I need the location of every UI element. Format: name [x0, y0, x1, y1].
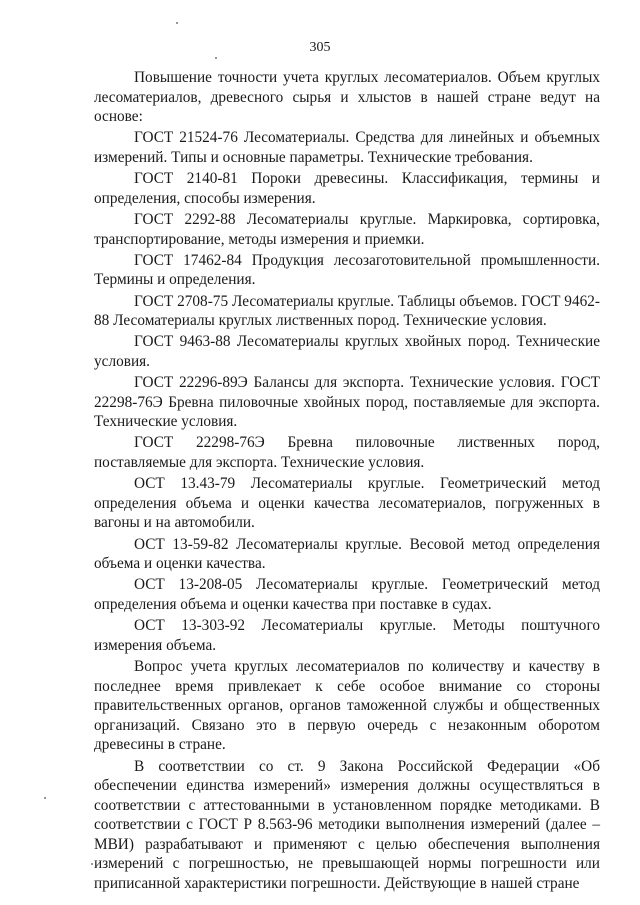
- paragraph: ГОСТ 22296-89Э Балансы для экспорта. Технические условия. ГОСТ 22298-76Э Бревна пиловочные хвойных пород, поставляемые для экспорта. Технические условия.: [94, 374, 600, 431]
- scan-speck: [91, 863, 93, 865]
- scan-speck: [44, 797, 46, 799]
- scan-speck: [176, 22, 178, 24]
- page-body: [94, 68, 600, 894]
- paragraph: ГОСТ 22298-76Э Бревна пиловочные лиственных пород, поставляемые для экспорта. Технические условия.: [94, 434, 600, 472]
- paragraph: Повышение точности учета круглых лесоматериалов. Объем круглых лесоматериалов, древесного сырья и хлыстов в нашей стране ведут на основе:: [94, 69, 600, 126]
- paragraph: В соответствии со ст. 9 Закона Российской Федерации «Об обеспечении единства измерений» измерения должны осуществляться в соответствии с аттестованными в установленном порядке методиками. В соответствии с ГОСТ Р 8.563-96 методики выполнения измерений (далее – МВИ) разрабатывают и применяют с целью обеспечения выполнения измерений с погрешностью, не превышающей нормы погрешности или приписанной характеристики погрешности. Действующие в нашей стране: [94, 757, 600, 893]
- paragraph: ГОСТ 17462-84 Продукция лесозаготовительной промышленности. Термины и определения.: [94, 251, 600, 289]
- paragraph: ОСТ 13-208-05 Лесоматериалы круглые. Геометрический метод определения объема и оценки качества при поставке в судах.: [94, 576, 600, 613]
- paragraph: ГОСТ 2708-75 Лесоматериалы круглые. Таблицы объемов. ГОСТ 9462-88 Лесоматериалы круглых лиственных пород. Технические условия.: [94, 292, 600, 330]
- paragraph: ГОСТ 9463-88 Лесоматериалы круглых хвойных пород. Технические условия.: [94, 333, 600, 370]
- paragraph: ГОСТ 21524-76 Лесоматериалы. Средства для линейных и объемных измерений. Типы и основные параметры. Технические требования.: [94, 129, 600, 166]
- page-number: 305: [309, 40, 331, 55]
- paragraph: Вопрос учета круглых лесоматериалов по количеству и качеству в последнее время привлекает к себе особое внимание со стороны правительственных органов, органов таможенной службы и общественных организаций. Связано это в первую очередь с незаконным оборотом древесины в стране.: [94, 657, 600, 754]
- paragraph: ОСТ 13-59-82 Лесоматериалы круглые. Весовой метод определения объема и оценки качества.: [94, 535, 600, 573]
- scan-speck: [215, 57, 217, 59]
- paragraph: ГОСТ 2140-81 Пороки древесины. Классификация, термины и определения, способы измерения.: [94, 170, 600, 207]
- paragraph: ГОСТ 2292-88 Лесоматериалы круглые. Маркировка, сортировка, транспортирование, методы измерения и приемки.: [94, 210, 600, 248]
- paragraph: ОСТ 13-303-92 Лесоматериалы круглые. Методы поштучного измерения объема.: [94, 617, 600, 654]
- paragraph: ОСТ 13.43-79 Лесоматериалы круглые. Геометрический метод определения объема и оценки качества лесоматериалов, погруженных в вагоны и на автомобили.: [94, 475, 600, 532]
